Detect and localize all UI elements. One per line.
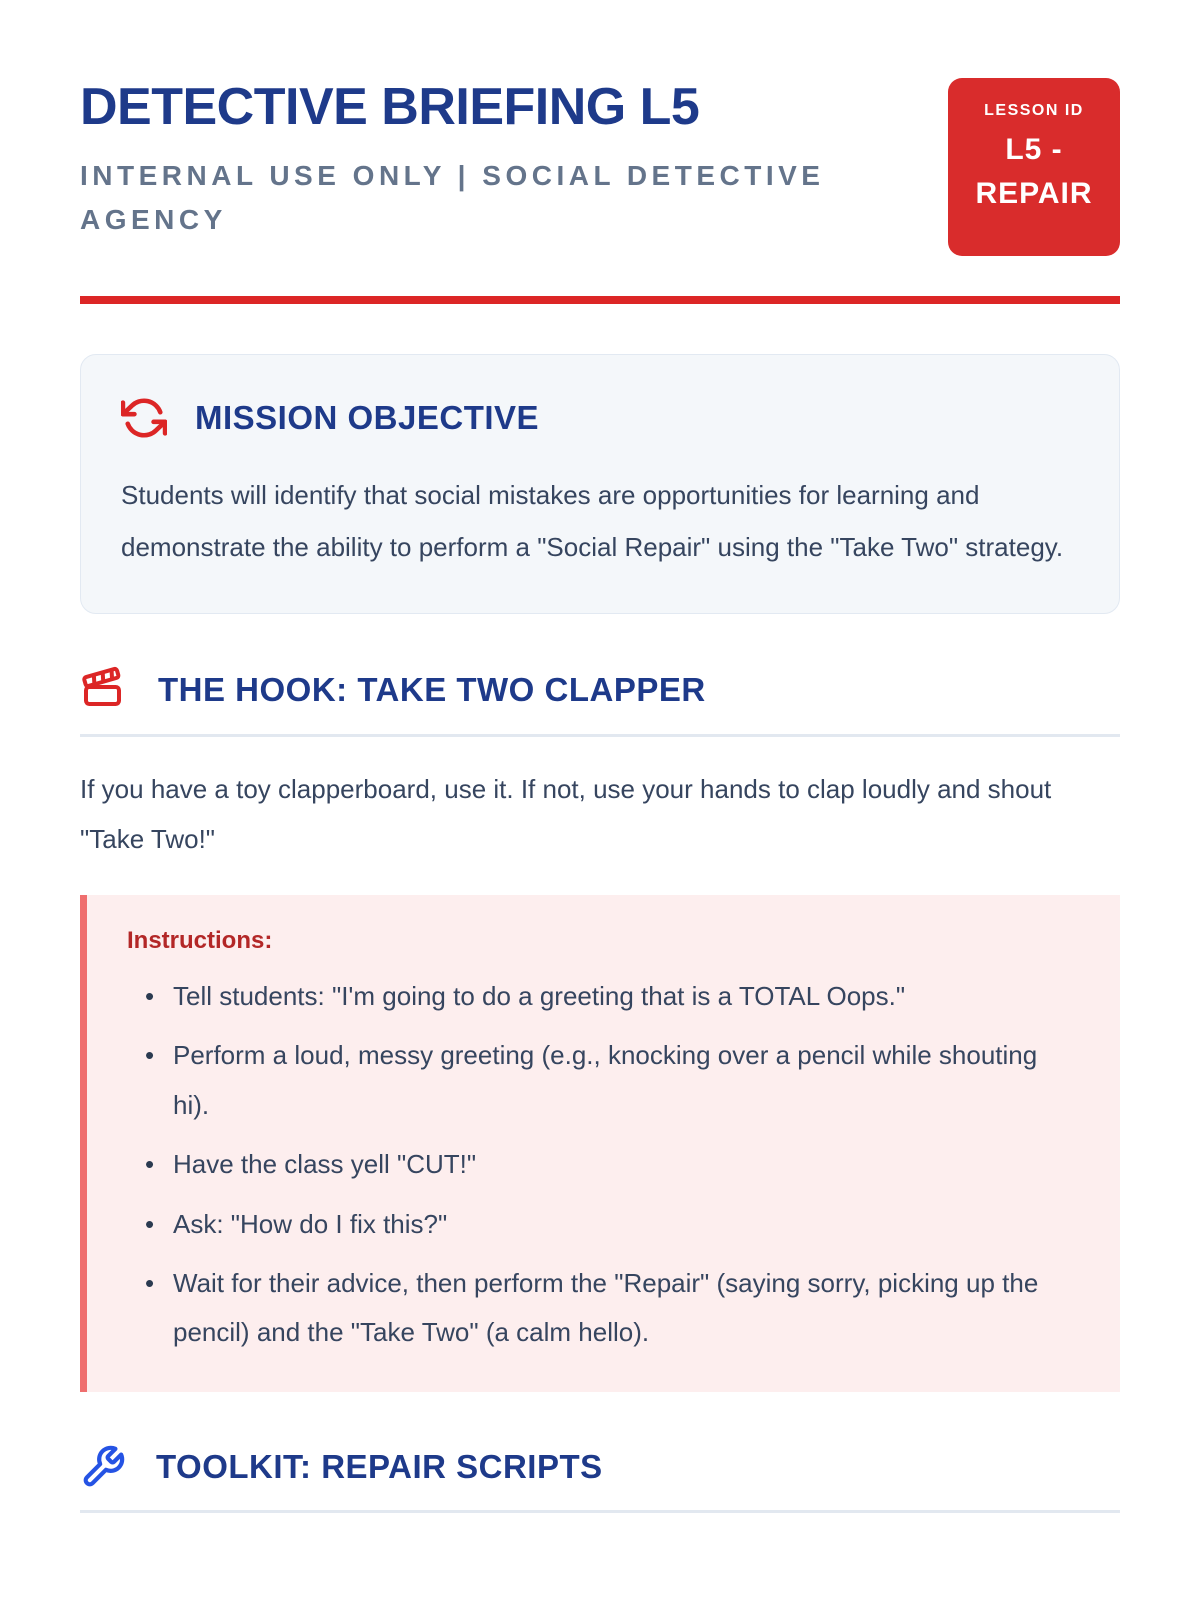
list-item: • Wait for their advice, then perform the "Repair" (saying sorry, picking up the pencil) and the "Take Two" (a calm hello). (137, 1259, 1080, 1358)
header-text-block (80, 78, 948, 241)
doc-header (80, 78, 1120, 256)
mission-body: Students will identify that social mistakes are opportunities for learning and demonstrate the ability to perform a "Social Repair" using the "Take Two" strategy. (121, 480, 1064, 562)
mission-objective-card (80, 354, 1120, 614)
instructions-label: Instructions: (127, 926, 273, 954)
hook-intro: If you have a toy clapperboard, use it. If not, use your hands to clap loudly and shout "Take Two!" (80, 774, 1052, 854)
mission-card-header (121, 395, 1079, 441)
toolkit-section (80, 1444, 1120, 1513)
list-item: • Tell students: "I'm going to do a greeting that is a TOTAL Oops." (137, 972, 1080, 1021)
hook-section-header (80, 666, 1120, 714)
hook-section (80, 666, 1120, 1392)
wrench-icon (80, 1444, 126, 1490)
hook-heading: THE HOOK: TAKE TWO CLAPPER (158, 671, 706, 708)
badge-value: L5 - REPAIR (975, 133, 1093, 210)
clapperboard-icon (80, 666, 128, 714)
hook-section-divider (80, 734, 1120, 737)
header-divider (80, 296, 1120, 304)
toolkit-section-header (80, 1444, 1120, 1490)
list-item: • Have the class yell "CUT!" (137, 1140, 1080, 1189)
list-item: • Perform a loud, messy greeting (e.g., knocking over a pencil while shouting hi). (137, 1031, 1080, 1130)
page-title: DETECTIVE BRIEFING L5 (80, 78, 700, 136)
toolkit-section-divider (80, 1510, 1120, 1513)
instructions-list (127, 972, 1080, 1358)
lesson-id-badge (948, 78, 1120, 256)
badge-label: LESSON ID (984, 102, 1084, 119)
list-item: • Ask: "How do I fix this?" (137, 1200, 1080, 1249)
instructions-callout (80, 895, 1120, 1392)
toolkit-heading: TOOLKIT: REPAIR SCRIPTS (156, 1447, 603, 1485)
refresh-icon (121, 395, 167, 441)
mission-heading: MISSION OBJECTIVE (195, 399, 540, 436)
page-subtitle: INTERNAL USE ONLY | SOCIAL DETECTIVE AGENCY (80, 160, 825, 235)
